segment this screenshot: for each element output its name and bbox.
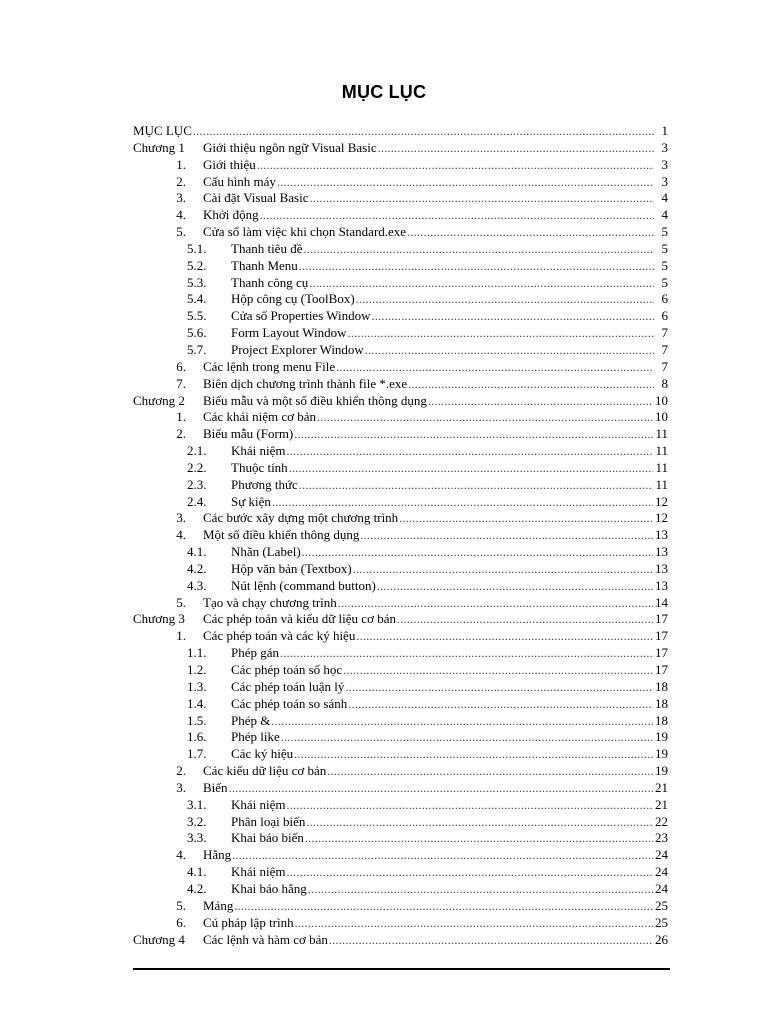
toc-entry-line	[231, 696, 668, 713]
toc-entry-line	[203, 763, 668, 780]
toc-entry-page: 10	[655, 392, 668, 408]
toc-entry-title: Các lệnh và hàm cơ bản	[203, 931, 328, 947]
toc-entry-line	[203, 376, 668, 393]
toc-entry-number: 5.2.	[187, 257, 207, 273]
toc-entry-page: 12	[655, 510, 668, 526]
toc-entry-title: Thuộc tính	[231, 459, 288, 475]
toc-entry-title: Khái niệm	[231, 443, 286, 459]
toc-dot-leader	[397, 611, 653, 628]
toc-entry-number: 6.	[176, 914, 186, 930]
toc-entry-line	[203, 393, 668, 410]
toc-dot-leader	[299, 258, 654, 275]
toc-entry-number: 3.3.	[187, 830, 207, 846]
toc-entry-line	[231, 645, 668, 662]
toc-entry-page: 11	[655, 443, 668, 459]
toc-entry-number: 7.	[176, 375, 186, 391]
toc-entry-title: Khái niệm	[231, 796, 286, 812]
toc-entry[interactable]	[133, 393, 668, 410]
toc-entry-number: 1.	[176, 628, 186, 644]
toc-dot-leader	[356, 628, 653, 645]
toc-entry-number: Chương 4	[133, 931, 185, 947]
toc-entry[interactable]	[133, 207, 668, 224]
toc-entry-title: Mảng	[203, 897, 234, 913]
toc-entry-page: 23	[655, 830, 668, 846]
toc-entry-number: 5.5.	[187, 308, 207, 324]
toc-entry-number: Chương 2	[133, 392, 185, 408]
toc-entry-number: 3.	[176, 510, 186, 526]
toc-entry-number: 1.	[176, 409, 186, 425]
toc-entry-line	[231, 241, 668, 258]
page-title: MỤC LỤC	[341, 82, 427, 102]
toc-entry[interactable]	[133, 645, 668, 662]
toc-entry-page: 21	[655, 796, 668, 812]
toc-entry[interactable]	[133, 932, 668, 949]
toc-entry-number: 5.	[176, 224, 186, 240]
toc-dot-leader	[408, 376, 654, 393]
toc-dot-leader	[232, 847, 653, 864]
toc-entry[interactable]	[133, 915, 668, 932]
toc-entry-title: Cửa sổ Properties Window	[231, 308, 371, 324]
toc-dot-leader	[372, 308, 654, 325]
toc-entry-title: Khai báo biến	[231, 830, 304, 846]
toc-entry-page: 5	[661, 240, 668, 256]
toc-entry-page: 24	[655, 864, 668, 880]
toc-dot-leader	[306, 814, 653, 831]
toc-entry[interactable]	[133, 544, 668, 561]
toc-dot-leader	[336, 359, 654, 376]
toc-entry-title: Hằng	[203, 847, 232, 863]
toc-entry-number: 1.6.	[187, 729, 207, 745]
toc-entry-title: Phép like	[231, 729, 280, 745]
toc-entry-page: 3	[661, 139, 668, 155]
toc-entry-number: 1.2.	[187, 662, 207, 677]
toc-entry-number: 1.1.	[187, 645, 207, 661]
toc-entry-line	[203, 898, 668, 915]
toc-entry-page: 7	[661, 358, 668, 374]
toc-entry-page: 17	[655, 645, 668, 661]
toc-entry-line	[231, 494, 668, 511]
toc-dot-leader	[193, 123, 654, 140]
toc-entry-page: 11	[655, 459, 668, 475]
toc-entry-page: 17	[655, 611, 668, 627]
toc-entry-page: 6	[661, 308, 668, 324]
toc-entry[interactable]	[133, 662, 668, 679]
toc-entry-title: Sự kiện	[231, 493, 271, 509]
toc-entry-page: 3	[661, 156, 668, 172]
toc-entry-line	[203, 359, 668, 376]
toc-entry[interactable]	[133, 679, 668, 696]
toc-entry-line	[203, 190, 668, 207]
toc-entry-title: Các phép toán số học	[231, 662, 343, 677]
toc-entry-title: Khai báo hằng	[231, 880, 307, 896]
toc-entry-title: Thanh Menu	[231, 257, 298, 273]
toc-dot-leader	[294, 426, 653, 443]
toc-entry-number: 5.7.	[187, 341, 207, 357]
toc-entry-page: 5	[661, 257, 668, 273]
toc-entry-title: Form Layout Window	[231, 325, 347, 341]
toc-entry[interactable]	[133, 864, 668, 881]
toc-entry[interactable]	[133, 291, 668, 308]
toc-entry-page: 1	[661, 123, 668, 138]
toc-dot-leader	[281, 729, 653, 746]
toc-dot-leader	[343, 662, 653, 679]
toc-entry-title: MỤC LỤC	[133, 123, 192, 138]
toc-entry-number: 3.	[176, 779, 186, 795]
toc-entry-line	[203, 157, 668, 174]
toc-dot-leader	[305, 830, 653, 847]
toc-entry-line	[231, 662, 668, 679]
toc-entry-number: 5.	[176, 897, 186, 913]
toc-dot-leader	[309, 275, 654, 292]
toc-entry-line	[231, 291, 668, 308]
toc-entry[interactable]	[133, 157, 668, 174]
toc-dot-leader	[407, 224, 654, 241]
toc-entry-number: 2.	[176, 763, 186, 779]
toc-entry[interactable]	[133, 797, 668, 814]
toc-entry-title: Các phép toán so sánh	[231, 695, 348, 711]
toc-entry-line	[231, 275, 668, 292]
toc-entry-page: 11	[655, 426, 668, 442]
toc-entry-line	[203, 527, 668, 544]
toc-entry[interactable]	[133, 123, 668, 140]
toc-dot-leader	[345, 679, 653, 696]
toc-entry-number: 2.3.	[187, 476, 207, 492]
toc-entry-line	[231, 746, 668, 763]
toc-entry-number: 5.6.	[187, 325, 207, 341]
toc-entry-number: 1.7.	[187, 746, 207, 762]
toc-dot-leader	[272, 494, 653, 511]
toc-entry[interactable]	[133, 696, 668, 713]
toc-entry-page: 5	[661, 224, 668, 240]
toc-entry[interactable]	[133, 746, 668, 763]
toc-entry[interactable]	[133, 713, 668, 730]
toc-entry-line	[203, 510, 668, 527]
toc-dot-leader	[271, 713, 653, 730]
toc-entry-line	[231, 814, 668, 831]
toc-entry-number: 4.2.	[187, 880, 207, 896]
toc-entry-page: 21	[655, 779, 668, 795]
toc-dot-leader	[277, 174, 654, 191]
toc-entry[interactable]	[133, 729, 668, 746]
toc-entry-title: Nhãn (Label)	[231, 544, 301, 560]
toc-entry-title: Biên dịch chương trình thành file *.exe	[203, 375, 408, 391]
toc-entry-line	[203, 224, 668, 241]
toc-dot-leader	[338, 595, 653, 612]
toc-entry-line	[231, 729, 668, 746]
toc-entry[interactable]	[133, 258, 668, 275]
toc-entry-page: 18	[655, 712, 668, 728]
toc-entry-line	[203, 426, 668, 443]
toc-entry-title: Các kiểu dữ liệu cơ bản	[203, 763, 327, 779]
toc-entry-title: Cấu hình máy	[203, 173, 276, 189]
toc-entry-page: 19	[655, 746, 668, 762]
toc-entry-line	[231, 864, 668, 881]
table-of-contents	[133, 123, 668, 948]
toc-entry-title: Hộp văn bản (Textbox)	[231, 560, 352, 576]
toc-dot-leader	[310, 190, 655, 207]
toc-entry-page: 13	[655, 527, 668, 543]
toc-entry-title: Các khái niệm cơ bản	[203, 409, 317, 425]
toc-entry-number: 3.1.	[187, 796, 207, 812]
toc-entry-line	[231, 460, 668, 477]
toc-entry-number: 3.	[176, 190, 186, 206]
toc-entry[interactable]	[133, 494, 668, 511]
toc-entry-page: 4	[661, 207, 668, 223]
toc-entry-line	[203, 932, 668, 949]
toc-entry-line	[231, 797, 668, 814]
toc-entry-page: 19	[655, 763, 668, 779]
toc-entry-title: Phân loại biến	[231, 813, 306, 829]
toc-entry[interactable]	[133, 275, 668, 292]
toc-entry-page: 17	[655, 628, 668, 644]
toc-entry[interactable]	[133, 763, 668, 780]
toc-entry-page: 24	[655, 847, 668, 863]
toc-entry-number: 5.1.	[187, 240, 207, 256]
toc-entry[interactable]	[133, 561, 668, 578]
toc-entry[interactable]	[133, 443, 668, 460]
toc-dot-leader	[356, 291, 654, 308]
toc-entry-number: 4.1.	[187, 864, 207, 880]
toc-entry-line	[231, 325, 668, 342]
toc-entry-page: 18	[655, 678, 668, 694]
toc-entry-title: Các bước xây dựng một chương trình	[203, 510, 399, 526]
toc-entry-title: Cài đặt Visual Basic	[203, 190, 309, 206]
toc-entry-line	[203, 628, 668, 645]
toc-entry[interactable]	[133, 510, 668, 527]
toc-entry-line	[231, 308, 668, 325]
toc-entry-line	[203, 780, 668, 797]
toc-dot-leader	[229, 780, 653, 797]
toc-entry-title: Các phép toán luận lý	[231, 678, 345, 694]
toc-entry-number: 4.	[176, 207, 186, 223]
toc-entry[interactable]	[133, 426, 668, 443]
toc-entry[interactable]	[133, 814, 668, 831]
toc-entry-page: 25	[655, 914, 668, 930]
toc-entry-line	[231, 830, 668, 847]
toc-entry-title: Khởi động	[203, 207, 259, 223]
toc-entry-page: 10	[655, 409, 668, 425]
toc-entry-title: Khái niệm	[231, 864, 286, 880]
toc-entry-line	[203, 140, 668, 157]
toc-entry-line	[231, 477, 668, 494]
toc-entry-number: 1.4.	[187, 695, 207, 711]
toc-entry-title: Giới thiệu ngôn ngữ Visual Basic	[203, 139, 377, 155]
toc-entry-number: Chương 1	[133, 139, 185, 155]
toc-entry-title: Project Explorer Window	[231, 341, 364, 357]
toc-entry-number: 5.4.	[187, 291, 207, 307]
toc-entry-page: 4	[661, 190, 668, 206]
toc-entry-line	[203, 595, 668, 612]
toc-entry[interactable]	[133, 140, 668, 157]
toc-entry-page: 6	[661, 291, 668, 307]
toc-entry-number: 1.	[176, 156, 186, 172]
toc-entry-page: 24	[655, 880, 668, 896]
toc-dot-leader	[377, 578, 653, 595]
toc-entry-number: 5.	[176, 594, 186, 610]
toc-entry[interactable]	[133, 224, 668, 241]
toc-entry-number: 6.	[176, 358, 186, 374]
toc-dot-leader	[287, 864, 653, 881]
toc-entry-page: 13	[655, 544, 668, 560]
toc-entry-number: 4.1.	[187, 544, 207, 560]
toc-dot-leader	[303, 241, 654, 258]
toc-entry-title: Biểu mẫu và một số điều khiển thông dụng	[203, 392, 427, 408]
toc-entry-line	[231, 713, 668, 730]
toc-entry-line	[231, 443, 668, 460]
toc-entry[interactable]	[133, 847, 668, 864]
footer-divider	[133, 968, 670, 970]
toc-entry-number: 4.	[176, 527, 186, 543]
toc-entry-number: 4.3.	[187, 577, 207, 593]
toc-dot-leader	[365, 342, 654, 359]
toc-dot-leader	[353, 561, 653, 578]
toc-entry[interactable]	[133, 241, 668, 258]
toc-dot-leader	[302, 544, 653, 561]
toc-entry-page: 7	[661, 325, 668, 341]
toc-dot-leader	[289, 460, 654, 477]
toc-entry[interactable]	[133, 881, 668, 898]
toc-dot-leader	[280, 645, 653, 662]
toc-entry-number: 2.2.	[187, 459, 207, 475]
toc-entry[interactable]	[133, 376, 668, 393]
toc-entry-page: 14	[655, 594, 668, 610]
toc-entry-page: 25	[655, 897, 668, 913]
toc-entry-number: 2.4.	[187, 493, 207, 509]
toc-entry[interactable]	[133, 325, 668, 342]
toc-entry[interactable]	[133, 628, 668, 645]
toc-entry[interactable]	[133, 460, 668, 477]
toc-dot-leader	[295, 915, 653, 932]
toc-dot-leader	[327, 763, 653, 780]
toc-dot-leader	[260, 207, 654, 224]
toc-dot-leader	[360, 527, 653, 544]
toc-entry[interactable]	[133, 477, 668, 494]
toc-entry-title: Giới thiệu	[203, 156, 256, 172]
toc-entry[interactable]	[133, 308, 668, 325]
toc-dot-leader	[329, 932, 653, 949]
toc-entry-page: 19	[655, 729, 668, 745]
toc-entry-title: Các phép toán và các ký hiệu	[203, 628, 356, 644]
toc-entry-page: 7	[661, 341, 668, 357]
toc-entry-title: Thanh công cụ	[231, 274, 309, 290]
toc-dot-leader	[378, 140, 654, 157]
toc-entry-page: 13	[655, 560, 668, 576]
toc-entry-number: 4.2.	[187, 560, 207, 576]
toc-entry-title: Cú pháp lập trình	[203, 914, 294, 930]
toc-dot-leader	[287, 443, 654, 460]
toc-entry[interactable]	[133, 527, 668, 544]
toc-entry-page: 8	[661, 375, 668, 391]
toc-entry-line	[231, 258, 668, 275]
toc-entry-title: Biểu mẫu (Form)	[203, 426, 294, 442]
toc-dot-leader	[234, 898, 653, 915]
toc-entry[interactable]	[133, 359, 668, 376]
toc-entry-line	[203, 915, 668, 932]
toc-dot-leader	[257, 157, 654, 174]
toc-entry-page: 26	[655, 931, 668, 947]
toc-entry-line	[231, 544, 668, 561]
toc-entry-title: Các ký hiệu	[231, 746, 294, 762]
toc-entry-number: 2.	[176, 173, 186, 189]
toc-entry[interactable]	[133, 611, 668, 628]
toc-dot-leader	[428, 393, 653, 410]
toc-entry-number: 4.	[176, 847, 186, 863]
toc-entry-title: Thanh tiêu đề	[231, 240, 303, 256]
toc-entry-page: 13	[655, 577, 668, 593]
toc-entry-line	[203, 207, 668, 224]
toc-entry-title: Tạo và chạy chương trình	[203, 594, 337, 610]
toc-entry[interactable]	[133, 830, 668, 847]
toc-entry-title: Hộp công cụ (ToolBox)	[231, 291, 355, 307]
toc-entry-line	[203, 611, 668, 628]
toc-entry-title: Phương thức	[231, 476, 298, 492]
toc-entry[interactable]	[133, 190, 668, 207]
toc-entry-line	[231, 561, 668, 578]
toc-entry[interactable]	[133, 342, 668, 359]
toc-entry-page: 18	[655, 695, 668, 711]
toc-entry-number: 1.3.	[187, 678, 207, 694]
toc-dot-leader	[399, 510, 653, 527]
toc-entry-number: 1.5.	[187, 712, 207, 728]
toc-entry-line	[133, 123, 668, 140]
toc-dot-leader	[294, 746, 653, 763]
toc-entry-number: 3.2.	[187, 813, 207, 829]
toc-entry-number: 2.	[176, 426, 186, 442]
toc-entry-title: Phép gán	[231, 645, 280, 661]
toc-entry-line	[231, 881, 668, 898]
toc-entry-line	[231, 578, 668, 595]
toc-entry-title: Các phép toán và kiểu dữ liệu cơ bản	[203, 611, 396, 627]
toc-entry-title: Biến	[203, 779, 228, 795]
toc-dot-leader	[348, 696, 653, 713]
toc-entry-page: 5	[661, 274, 668, 290]
toc-entry-page: 11	[655, 476, 668, 492]
toc-entry-line	[231, 342, 668, 359]
toc-entry[interactable]	[133, 578, 668, 595]
toc-entry-line	[203, 409, 668, 426]
toc-dot-leader	[317, 409, 653, 426]
toc-entry[interactable]	[133, 174, 668, 191]
toc-entry-number: 5.3.	[187, 274, 207, 290]
toc-entry-page: 22	[655, 813, 668, 829]
toc-dot-leader	[308, 881, 653, 898]
toc-dot-leader	[348, 325, 654, 342]
toc-dot-leader	[299, 477, 654, 494]
toc-entry-line	[231, 679, 668, 696]
toc-entry[interactable]	[133, 409, 668, 426]
toc-entry-title: Cửa sổ làm việc khi chọn Standard.exe	[203, 224, 407, 240]
toc-entry-line	[203, 847, 668, 864]
toc-entry[interactable]	[133, 898, 668, 915]
toc-entry-title: Nút lệnh (command button)	[231, 577, 376, 593]
toc-entry-page: 17	[655, 662, 668, 677]
toc-entry-page: 3	[661, 173, 668, 189]
toc-entry-line	[203, 174, 668, 191]
toc-entry[interactable]	[133, 595, 668, 612]
toc-entry-title: Các lệnh trong menu File	[203, 358, 336, 374]
toc-entry[interactable]	[133, 780, 668, 797]
toc-entry-page: 12	[655, 493, 668, 509]
toc-entry-title: Phép &	[231, 712, 271, 728]
toc-entry-title: Một số điều khiển thông dụng	[203, 527, 360, 543]
toc-entry-number: Chương 3	[133, 611, 185, 627]
toc-entry-number: 2.1.	[187, 443, 207, 459]
toc-dot-leader	[287, 797, 653, 814]
